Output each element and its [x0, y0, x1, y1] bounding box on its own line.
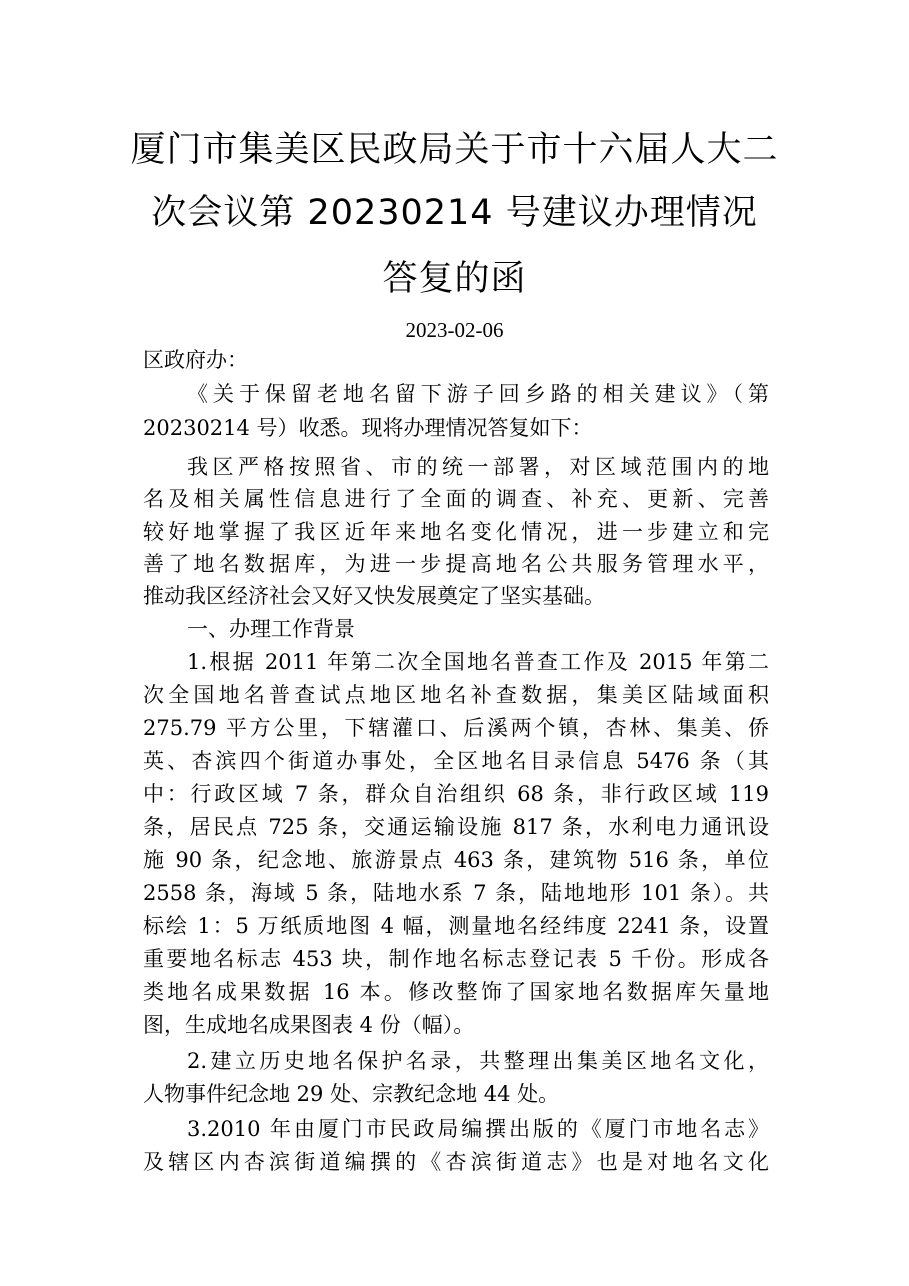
document-date: 2023-02-06: [405, 318, 504, 342]
paragraph-line: 推动我区经济社会又好又快发展奠定了坚实基础。: [143, 584, 605, 608]
item-line: 中：行政区域 7 条，群众自治组织 68 条，非行政区域 119: [143, 782, 769, 806]
item-line: 及辖区内杏滨街道编撰的《杏滨街道志》也是对地名文化: [143, 1150, 769, 1174]
section-heading: 一、办理工作背景: [187, 617, 355, 641]
item-line: 2.建立历史地名保护名录，共整理出集美区地名文化，: [187, 1049, 769, 1073]
paragraph-line: 较好地掌握了我区近年来地名变化情况，进一步建立和完: [143, 520, 769, 544]
item-line: 3.2010 年由厦门市民政局编撰出版的《厦门市地名志》: [187, 1117, 769, 1141]
item-line: 条，居民点 725 条，交通运输设施 817 条，水利电力通讯设: [143, 815, 769, 839]
item-line: 图，生成地名成果图表 4 份（幅）。: [143, 1013, 475, 1037]
intro-line: 《关于保留老地名留下游子回乡路的相关建议》（第: [187, 382, 769, 406]
item-line: 标绘 1：5 万纸质地图 4 幅，测量地名经纬度 2241 条，设置: [143, 914, 769, 938]
document-title-line-1: 厦门市集美区民政局关于市十六届人大二: [130, 130, 779, 170]
addressee: 区政府办：: [143, 348, 248, 372]
item-line: 施 90 条，纪念地、旅游景点 463 条，建筑物 516 条，单位: [143, 848, 769, 872]
item-line: 英、杏滨四个街道办事处，全区地名目录信息 5476 条（其: [143, 749, 769, 773]
item-line: 重要地名标志 453 块，制作地名标志登记表 5 千份。形成各: [143, 947, 769, 971]
item-line: 1.根据 2011 年第二次全国地名普查工作及 2015 年第二: [187, 650, 769, 674]
item-line: 2558 条，海域 5 条，陆地水系 7 条，陆地地形 101 条）。共: [143, 881, 769, 905]
paragraph-line: 善了地名数据库，为进一步提高地名公共服务管理水平，: [143, 552, 769, 576]
paragraph-line: 名及相关属性信息进行了全面的调查、补充、更新、完善: [143, 487, 769, 511]
intro-line: 20230214 号）收悉。现将办理情况答复如下：: [143, 416, 593, 440]
item-line: 次全国地名普查试点地区地名补查数据，集美区陆域面积: [143, 683, 769, 707]
paragraph-line: 我区严格按照省、市的统一部署，对区域范围内的地: [187, 455, 769, 479]
item-line: 人物事件纪念地 29 处、宗教纪念地 44 处。: [143, 1082, 560, 1106]
item-line: 类地名成果数据 16 本。修改整饰了国家地名数据库矢量地: [143, 980, 769, 1004]
document-title-line-3: 答复的函: [382, 259, 527, 299]
item-line: 275.79 平方公里，下辖灌口、后溪两个镇，杏林、集美、侨: [143, 716, 769, 740]
document-title-line-2: 次会议第 20230214 号建议办理情况: [151, 193, 758, 233]
